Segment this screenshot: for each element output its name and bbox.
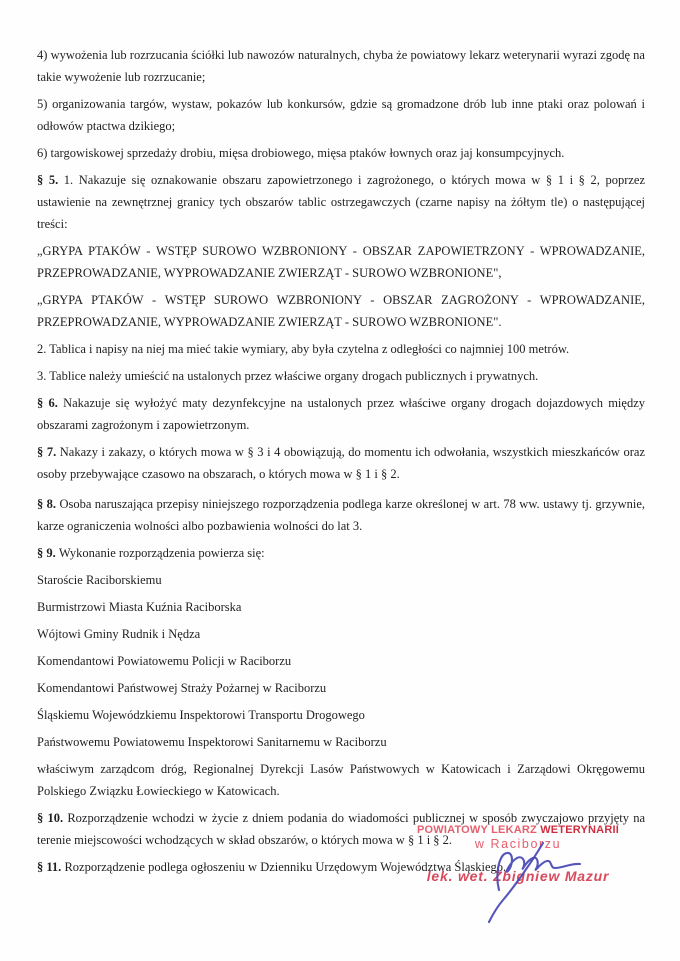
- paragraph: § 8. Osoba naruszająca przepisy niniejszego rozporządzenia podlega karze określonej w art. 78 ww. ustawy tj. grzywnie, karze ograniczenia wolności albo pozbawienia wolności do lat 3.: [37, 497, 646, 533]
- paragraph: „GRYPA PTAKÓW - WSTĘP SUROWO WZBRONIONY - OBSZAR ZAGROŻONY - WPROWADZANIE, PRZEPROWADZANIE, WYPROWADZANIE ZWIERZĄT - SUROWO WZBRONIONE".: [37, 293, 645, 329]
- document-body: [37, 44, 645, 883]
- paragraph: Śląskiemu Wojewódzkiemu Inspektorowi Transportu Drogowego: [37, 708, 365, 722]
- paragraph: 3. Tablice należy umieścić na ustalonych przez właściwe organy drogach publicznych i prywatnych.: [37, 369, 539, 383]
- section-label: § 7.: [37, 445, 60, 459]
- section-label: § 11.: [37, 860, 65, 874]
- paragraph: § 5. 1. Nakazuje się oznakowanie obszaru zapowietrzonego i zagrożonego, o których mowa w § 1 i § 2, poprzez ustawienie na zewnętrznej granicy tych obszarów tablic ostrzegawczych (czarne napisy na żółtym tle) o następującej treści:: [37, 173, 645, 231]
- paragraph: 2. Tablica i napisy na niej ma mieć takie wymiary, aby była czytelna z odległości co najmniej 100 metrów.: [37, 342, 570, 356]
- paragraph: „GRYPA PTAKÓW - WSTĘP SUROWO WZBRONIONY - OBSZAR ZAPOWIETRZONY - WPROWADZANIE, PRZEPROWADZANIE, WYPROWADZANIE ZWIERZĄT - SUROWO WZBRONIONE",: [37, 244, 645, 280]
- stamp-signatory-name: lek. wet. Zbigniew Mazur: [426, 868, 610, 884]
- handwritten-signature: [375, 838, 605, 938]
- paragraph: § 10. Rozporządzenie wchodzi w życie z dniem podania do wiadomości publicznej w sposób zwyczajowo przyjęty na terenie miejscowości wchodzących w skład obszarów, o których mowa w § 1 i § 2.: [37, 811, 646, 847]
- paragraph: Burmistrzowi Miasta Kuźnia Raciborska: [37, 600, 242, 614]
- stamp-location: w Raciborzu: [474, 837, 562, 851]
- paragraph: § 9. Wykonanie rozporządzenia powierza się:: [37, 546, 265, 560]
- paragraph: 4) wywożenia lub rozrzucania ściółki lub nawozów naturalnych, chyba że powiatowy lekarz weterynarii wyrazi zgodę na takie wywożenie lub rozrzucanie;: [37, 48, 645, 84]
- paragraph: Wójtowi Gminy Rudnik i Nędza: [37, 627, 201, 641]
- paragraph: Komendantowi Powiatowemu Policji w Raciborzu: [37, 654, 292, 668]
- paragraph: § 7. Nakazy i zakazy, o których mowa w § 3 i 4 obowiązują, do momentu ich odwołania, wszystkich mieszkańców oraz osoby przebywające czasowo na obszarach, o których mowa w § 1 i § 2.: [37, 445, 645, 481]
- stamp-office-title-part1: POWIATOWY LEKARZ: [417, 824, 541, 836]
- paragraph: 5) organizowania targów, wystaw, pokazów lub konkursów, gdzie są gromadzone drób lub inne ptaki oraz polowań i odłowów ptactwa dzikiego;: [37, 97, 645, 133]
- paragraph: § 6. Nakazuje się wyłożyć maty dezynfekcyjne na ustalonych przez właściwe organy drogach dojazdowych między obszarami zagrożonym i zapowietrzonym.: [37, 396, 645, 432]
- paragraph: Państwowemu Powiatowemu Inspektorowi Sanitarnemu w Raciborzu: [37, 735, 387, 749]
- section-label: § 9.: [37, 546, 59, 560]
- paragraph: 6) targowiskowej sprzedaży drobiu, mięsa drobiowego, mięsa ptaków łownych oraz jaj konsumpcyjnych.: [37, 146, 565, 160]
- section-label: § 10.: [37, 811, 68, 825]
- paragraph: Staroście Raciborskiemu: [37, 573, 162, 587]
- paragraph: Komendantowi Państwowej Straży Pożarnej w Raciborzu: [37, 681, 327, 695]
- paragraph: § 11. Rozporządzenie podlega ogłoszeniu w Dzienniku Urzędowym Województwa Śląskiego.: [37, 860, 507, 874]
- paragraph: właściwym zarządcom dróg, Regionalnej Dyrekcji Lasów Państwowych w Katowicach i Zarządowi Okręgowemu Polskiego Związku Łowieckiego w Katowicach.: [37, 762, 645, 798]
- section-label: § 6.: [37, 396, 64, 410]
- section-label: § 8.: [37, 497, 60, 511]
- section-label: § 5.: [37, 173, 64, 187]
- stamp-office-title-part2: WETERYNARII: [540, 824, 619, 836]
- signature-scribble: [497, 853, 580, 890]
